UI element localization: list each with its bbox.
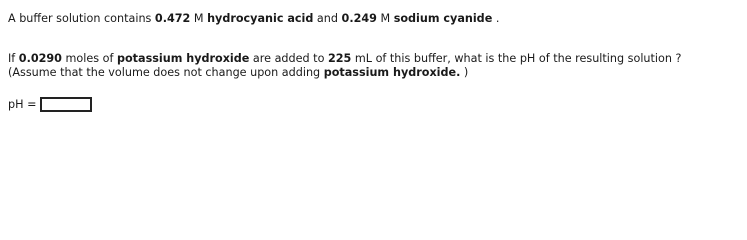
base-name: potassium hydroxide [116, 52, 250, 65]
text-segment: A buffer solution contains [8, 12, 155, 25]
answer-row [8, 97, 92, 112]
text-segment: ) [460, 66, 469, 79]
text-segment: mL of this buffer, what is the pH of the resulting solution ? [351, 52, 682, 65]
text-segment: are added to [249, 52, 328, 65]
text-segment: M [190, 12, 208, 25]
ph-label: pH = [8, 97, 37, 111]
text-segment: . [492, 12, 500, 25]
text-segment: (Assume that the volume does not change upon adding [8, 66, 324, 79]
ph-answer-input[interactable] [40, 97, 92, 112]
acid-name: hydrocyanic acid [207, 12, 314, 25]
text-segment: moles of [61, 52, 117, 65]
text-segment: and [313, 12, 342, 25]
salt-name: sodium cyanide [393, 12, 493, 25]
buffer-volume: 225 [327, 52, 352, 65]
text-segment: M [376, 12, 394, 25]
acid-concentration: 0.472 [154, 12, 191, 25]
salt-concentration: 0.249 [341, 12, 377, 25]
text-segment: If [8, 52, 19, 65]
base-name-repeat: potassium hydroxide. [323, 66, 461, 79]
problem-assumption-line [8, 66, 468, 80]
problem-statement-line-1 [8, 12, 499, 26]
problem-question-line [8, 52, 681, 66]
base-moles: 0.0290 [18, 52, 62, 65]
